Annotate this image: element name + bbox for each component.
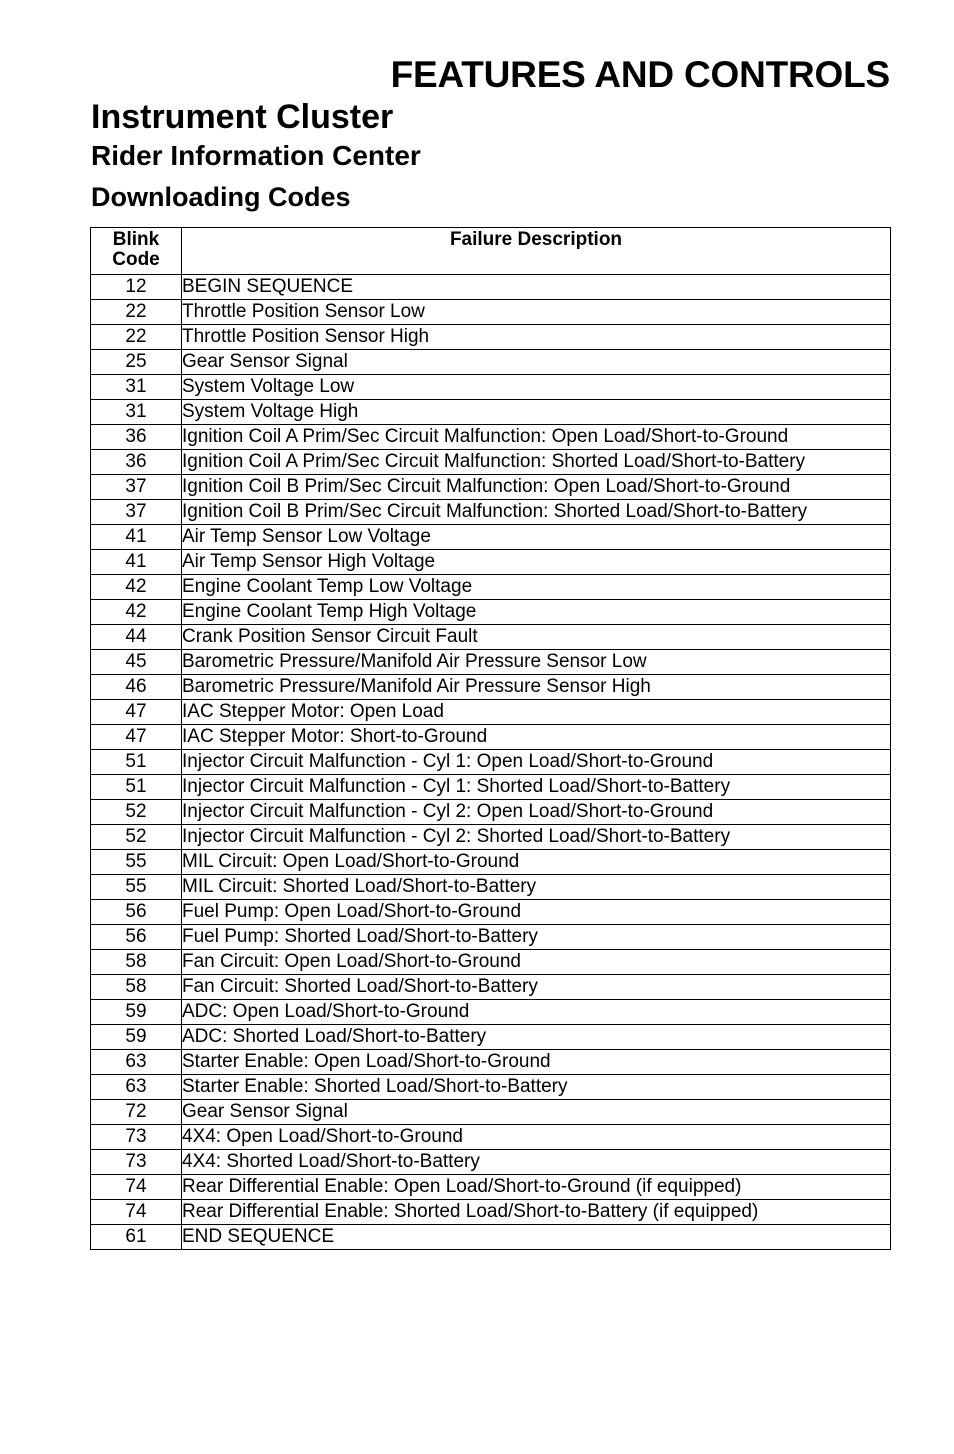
failure-description-cell: Throttle Position Sensor Low	[182, 300, 891, 325]
table-row	[91, 650, 891, 675]
blink-code-cell: 56	[91, 900, 182, 925]
table-row	[91, 350, 891, 375]
failure-description-cell: ADC: Shorted Load/Short-to-Battery	[182, 1025, 891, 1050]
table-row	[91, 1200, 891, 1225]
table-row	[91, 1050, 891, 1075]
blink-code-cell: 31	[91, 400, 182, 425]
table-row	[91, 550, 891, 575]
failure-description-cell: Crank Position Sensor Circuit Fault	[182, 625, 891, 650]
blink-code-cell: 73	[91, 1150, 182, 1175]
table-header-row	[91, 228, 891, 275]
blink-code-cell: 58	[91, 975, 182, 1000]
blink-code-cell: 31	[91, 375, 182, 400]
failure-description-cell: BEGIN SEQUENCE	[182, 275, 891, 300]
failure-description-cell: Injector Circuit Malfunction - Cyl 1: Open Load/Short-to-Ground	[182, 750, 891, 775]
blink-code-cell: 56	[91, 925, 182, 950]
failure-description-cell: 4X4: Shorted Load/Short-to-Battery	[182, 1150, 891, 1175]
table-row	[91, 825, 891, 850]
table-row	[91, 1225, 891, 1250]
blink-code-cell: 58	[91, 950, 182, 975]
table-row	[91, 1150, 891, 1175]
blink-code-cell: 42	[91, 600, 182, 625]
failure-description-cell: Engine Coolant Temp High Voltage	[182, 600, 891, 625]
failure-description-cell: END SEQUENCE	[182, 1225, 891, 1250]
table-row	[91, 800, 891, 825]
failure-description-cell: System Voltage High	[182, 400, 891, 425]
failure-description-cell: Engine Coolant Temp Low Voltage	[182, 575, 891, 600]
failure-description-cell: MIL Circuit: Open Load/Short-to-Ground	[182, 850, 891, 875]
blink-code-cell: 52	[91, 825, 182, 850]
blink-code-cell: 74	[91, 1200, 182, 1225]
table-row	[91, 1100, 891, 1125]
table-row	[91, 525, 891, 550]
table-row	[91, 575, 891, 600]
blink-code-cell: 73	[91, 1125, 182, 1150]
table-row	[91, 425, 891, 450]
table-row	[91, 900, 891, 925]
blink-code-header	[91, 228, 182, 275]
table-row	[91, 1175, 891, 1200]
blink-code-cell: 63	[91, 1075, 182, 1100]
table-row	[91, 500, 891, 525]
table-row	[91, 775, 891, 800]
table-row	[91, 850, 891, 875]
failure-description-header: Failure Description	[182, 228, 891, 275]
blink-code-cell: 72	[91, 1100, 182, 1125]
blink-code-cell: 37	[91, 475, 182, 500]
blink-code-cell: 22	[91, 300, 182, 325]
blink-code-cell: 55	[91, 850, 182, 875]
blink-code-cell: 46	[91, 675, 182, 700]
table-row	[91, 600, 891, 625]
blink-code-cell: 44	[91, 625, 182, 650]
blink-code-header-line2: Code	[112, 249, 160, 270]
table-row	[91, 375, 891, 400]
blink-code-cell: 51	[91, 750, 182, 775]
heading-rider-information-center: Rider Information Center	[91, 140, 421, 171]
table-row	[91, 450, 891, 475]
failure-description-cell: System Voltage Low	[182, 375, 891, 400]
failure-description-cell: Fan Circuit: Shorted Load/Short-to-Battery	[182, 975, 891, 1000]
failure-description-cell: Ignition Coil A Prim/Sec Circuit Malfunction: Open Load/Short-to-Ground	[182, 425, 891, 450]
failure-description-cell: Ignition Coil A Prim/Sec Circuit Malfunction: Shorted Load/Short-to-Battery	[182, 450, 891, 475]
blink-code-cell: 55	[91, 875, 182, 900]
table-row	[91, 325, 891, 350]
blink-code-cell: 61	[91, 1225, 182, 1250]
blink-code-cell: 41	[91, 525, 182, 550]
table-body	[91, 275, 891, 1250]
heading-downloading-codes: Downloading Codes	[91, 182, 351, 212]
blink-code-cell: 47	[91, 700, 182, 725]
failure-description-cell: IAC Stepper Motor: Short-to-Ground	[182, 725, 891, 750]
failure-description-cell: IAC Stepper Motor: Open Load	[182, 700, 891, 725]
failure-description-cell: MIL Circuit: Shorted Load/Short-to-Battery	[182, 875, 891, 900]
table-row	[91, 475, 891, 500]
blink-code-table	[90, 227, 891, 1250]
blink-code-cell: 51	[91, 775, 182, 800]
table-row	[91, 1025, 891, 1050]
blink-code-cell: 41	[91, 550, 182, 575]
blink-code-cell: 52	[91, 800, 182, 825]
failure-description-cell: Fuel Pump: Shorted Load/Short-to-Battery	[182, 925, 891, 950]
failure-description-cell: ADC: Open Load/Short-to-Ground	[182, 1000, 891, 1025]
table-header	[91, 228, 891, 275]
failure-description-cell: Starter Enable: Open Load/Short-to-Ground	[182, 1050, 891, 1075]
failure-description-cell: Injector Circuit Malfunction - Cyl 2: Shorted Load/Short-to-Battery	[182, 825, 891, 850]
blink-code-cell: 59	[91, 1000, 182, 1025]
failure-description-cell: Injector Circuit Malfunction - Cyl 1: Shorted Load/Short-to-Battery	[182, 775, 891, 800]
failure-description-cell: Barometric Pressure/Manifold Air Pressure Sensor Low	[182, 650, 891, 675]
failure-description-cell: Air Temp Sensor High Voltage	[182, 550, 891, 575]
blink-code-cell: 22	[91, 325, 182, 350]
blink-code-cell: 37	[91, 500, 182, 525]
heading-instrument-cluster: Instrument Cluster	[91, 98, 394, 136]
table-row	[91, 400, 891, 425]
failure-description-cell: Air Temp Sensor Low Voltage	[182, 525, 891, 550]
table-row	[91, 1000, 891, 1025]
blink-code-cell: 59	[91, 1025, 182, 1050]
table-row	[91, 725, 891, 750]
failure-description-cell: 4X4: Open Load/Short-to-Ground	[182, 1125, 891, 1150]
blink-code-cell: 63	[91, 1050, 182, 1075]
blink-code-cell: 42	[91, 575, 182, 600]
failure-description-cell: Barometric Pressure/Manifold Air Pressure Sensor High	[182, 675, 891, 700]
failure-description-cell: Gear Sensor Signal	[182, 1100, 891, 1125]
table-row	[91, 275, 891, 300]
blink-code-cell: 25	[91, 350, 182, 375]
blink-code-header-line1: Blink	[112, 229, 160, 250]
blink-code-cell: 47	[91, 725, 182, 750]
table-row	[91, 1125, 891, 1150]
table-row	[91, 950, 891, 975]
table-row	[91, 750, 891, 775]
failure-description-cell: Injector Circuit Malfunction - Cyl 2: Open Load/Short-to-Ground	[182, 800, 891, 825]
blink-code-cell: 36	[91, 450, 182, 475]
table-row	[91, 925, 891, 950]
failure-description-cell: Ignition Coil B Prim/Sec Circuit Malfunction: Open Load/Short-to-Ground	[182, 475, 891, 500]
table-row	[91, 625, 891, 650]
failure-description-cell: Starter Enable: Shorted Load/Short-to-Battery	[182, 1075, 891, 1100]
table-row	[91, 675, 891, 700]
table-row	[91, 975, 891, 1000]
failure-description-cell: Rear Differential Enable: Open Load/Short-to-Ground (if equipped)	[182, 1175, 891, 1200]
blink-code-cell: 12	[91, 275, 182, 300]
blink-code-cell: 74	[91, 1175, 182, 1200]
failure-description-cell: Fan Circuit: Open Load/Short-to-Ground	[182, 950, 891, 975]
section-title: FEATURES AND CONTROLS	[390, 54, 890, 95]
table-row	[91, 300, 891, 325]
failure-description-cell: Rear Differential Enable: Shorted Load/Short-to-Battery (if equipped)	[182, 1200, 891, 1225]
blink-code-cell: 45	[91, 650, 182, 675]
failure-description-cell: Ignition Coil B Prim/Sec Circuit Malfunction: Shorted Load/Short-to-Battery	[182, 500, 891, 525]
blink-code-cell: 36	[91, 425, 182, 450]
table-row	[91, 1075, 891, 1100]
failure-description-cell: Fuel Pump: Open Load/Short-to-Ground	[182, 900, 891, 925]
failure-description-cell: Gear Sensor Signal	[182, 350, 891, 375]
table-row	[91, 700, 891, 725]
table-row	[91, 875, 891, 900]
failure-description-cell: Throttle Position Sensor High	[182, 325, 891, 350]
